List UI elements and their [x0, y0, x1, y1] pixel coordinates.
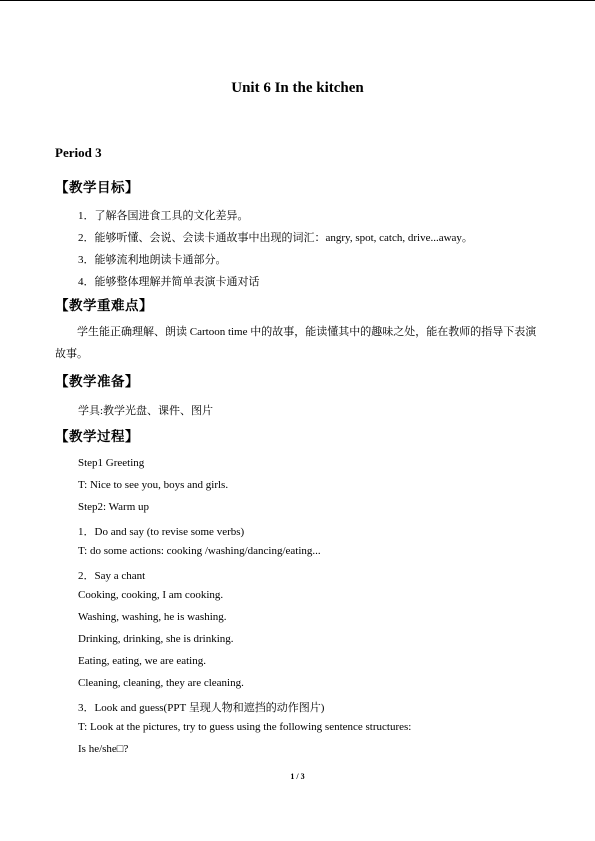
section-heading-objectives: 【教学目标】: [55, 180, 139, 196]
process-line: Is he/she□?: [78, 743, 129, 755]
page-number: 1 / 3: [290, 772, 305, 781]
header-rule: [0, 0, 595, 1]
objective-item: 1．了解各国进食工具的文化差异。: [78, 210, 249, 222]
period-label: Period 3: [55, 145, 102, 160]
objective-item: 4．能够整体理解并简单表演卡通对话: [78, 276, 260, 288]
section-heading-preparation: 【教学准备】: [55, 374, 139, 390]
document-title: Unit 6 In the kitchen: [231, 80, 364, 96]
process-line: Drinking, drinking, she is drinking.: [78, 633, 234, 645]
objective-item: 2．能够听懂、会说、会读卡通故事中出现的词汇：angry, spot, catch, drive...away。: [78, 232, 473, 244]
section-heading-key-points: 【教学重难点】: [55, 298, 153, 314]
process-line: Step1 Greeting: [78, 457, 145, 469]
process-line: Eating, eating, we are eating.: [78, 655, 206, 667]
process-line: Step2: Warm up: [78, 501, 150, 513]
process-line: 2．Say a chant: [78, 570, 146, 582]
objective-item: 3．能够流利地朗读卡通部分。: [78, 254, 227, 266]
process-line: T: Look at the pictures, try to guess using the following sentence structures:: [78, 721, 412, 733]
preparation-text: 学具:教学光盘、课件、图片: [78, 405, 214, 417]
process-line: 1．Do and say (to revise some verbs): [78, 526, 245, 538]
process-line: T: Nice to see you, boys and girls.: [78, 479, 229, 491]
process-line: Cleaning, cleaning, they are cleaning.: [78, 677, 244, 689]
key-points-paragraph: 学生能正确理解、朗读 Cartoon time 中的故事，能读懂其中的趣味之处，能在教师的指导下表演故事。: [55, 326, 537, 360]
process-line: Washing, washing, he is washing.: [78, 611, 227, 623]
section-heading-process: 【教学过程】: [55, 429, 139, 445]
process-line: 3．Look and guess(PPT 呈现人物和遮挡的动作图片): [78, 702, 325, 714]
process-line: T: do some actions: cooking /washing/dancing/eating...: [78, 545, 321, 557]
process-line: Cooking, cooking, I am cooking.: [78, 589, 224, 601]
